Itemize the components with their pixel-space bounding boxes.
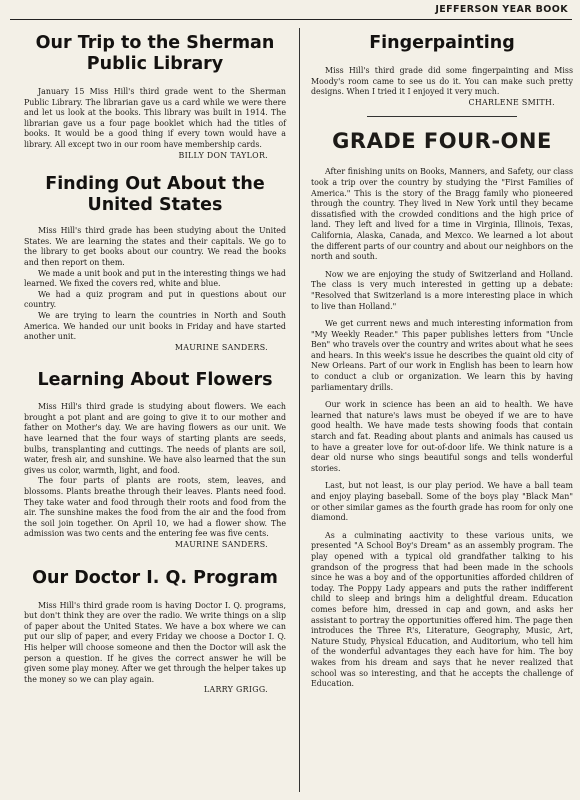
article-title: Fingerpainting [369,33,515,53]
article-paragraph: We made a unit book and put in the interesting things we had learned. We fixed the covers red, white and blue. [24,268,286,289]
section-title: GRADE FOUR-ONE [332,129,552,154]
article-paragraph: Miss Hill's third grade room is having Doctor I. Q. programs, but don't think they are over the radio. We write things on a slip of paper about the United States. We have a box where we can put our slip of paper, and every Friday we choose a Doctor I. Q. His helper will choose someone and then the Doctor will ask the person a question. If he gives the correct answer he will be given some play money. After we get through the helper takes up the money so we can play again. [24,600,286,684]
article-library-trip [24,33,286,161]
article-paragraph: After finishing units on Books, Manners, and Safety, our class took a trip over the country by studying the "First Families of America." This is the story of the Bragg family who pioneered through the country. They lived in New York until they became dissatisfied with the crowded conditions and the high price of land. They left and lived for a time in Virginia, Illinois, Texas, California, Alaska, Canada, and Mexco. We learned a lot about the different parts of our country and about our neighbors on the north and south. [311,167,573,262]
article-flowers [24,370,286,550]
grade-four-one-article [311,167,573,689]
article-paragraph: We are trying to learn the countries in North and South America. We handed our unit books in Friday and have started another unit. [24,310,286,342]
article-paragraph: We get current news and much interesting information from "My Weekly Reader." This paper publishes letters from "Uncle Ben" who travels over the country and writes about what he sees and hears. In this week's issue he describes the quaint old city of New Orleans. Part of our work in English has been to learn how to conduct a club or organization. We learn this by having parliamentary drills. [311,319,573,392]
article-paragraph: Our work in science has been an aid to health. We have learned that nature's laws must be obeyed if we are to have good health. We have made tests showing foods that contain starch and fat. Reading about plants and animals has caused us to have a greater love for out-of-door life. We think nature is a dear old nurse who sings beautiful songs and tells wonderful stories. [311,400,573,473]
article-paragraph: Miss Hill's third grade is studying about flowers. We each brought a pot plant and are going to give it to our mother and father on Mother's day. We are having flowers as our unit. We have learned that the four ways of starting plants are seeds, bulbs, transplanting and cuttings. The needs of plants are soil, water, fresh air, and sunshine. We have also learned that the sun gives us color, warmth, light, and food. [24,402,286,475]
article-paragraph: January 15 Miss Hill's third grade went to the Sherman Public Library. The librarian gave us a card while we were there and let us look at the books. This library was built in 1914. The librarian gave us a four page booklet which had the titles of books. It would be a good thing if every town would have a library. All except two in our room have membership cards. [24,87,286,149]
article-signature: MAURINE SANDERS. [174,540,268,549]
left-column [24,33,286,696]
article-signature: MAURINE SANDERS. [174,342,268,352]
article-fingerpainting [311,33,573,108]
article-paragraph: Miss Hill's third grade did some fingerpainting and Miss Moody's room came to see us do it. You can make such pretty designs. When I tried it I enjoyed it very much. [311,66,573,97]
article-united-states [24,174,286,353]
article-title: Our Trip to the Sherman Public Library [35,33,275,74]
running-head: JEFFERSON YEAR BOOK [435,4,568,15]
column-divider [299,28,300,792]
article-paragraph: Last, but not least, is our play period. We have a ball team and enjoy playing baseball. Some of the boys play "Black Man" or other similar games as the fourth grade has room for only one diamond. [311,481,573,523]
article-paragraph: We had a quiz program and put in questions about our country. [24,289,286,310]
article-paragraph: As a culminating aactivity to these various units, we presented "A School Boy's Dream" as an assembly program. The play opened with a typical old grandfather talking to his grandson of the progress that had been made in the schools since he was a boy and of the opportunities afforded children of today. The Poppy Lady appears and puts the rather indifferent child to sleep and brings him a delightful dream. Education comes before him, dressed in cap and gown, and asks her assistant to portray the opportunities offered him. The page then introduces the Three R's, Literature, Geography, Music, Art, Nature Study, Physical Education, and Auditorium, who tell him of the wonderful advantages they each have for him. The boy wakes from his dream and says that he never realized that school was so interesting, and that he accepts the challenge of Education. [311,530,573,689]
article-title: Our Doctor I. Q. Program [32,567,278,588]
article-paragraph: The four parts of plants are roots, stem, leaves, and blossoms. Plants breathe through their leaves. Plants need food. They take water and food through their roots and food from the air. The sunshine makes the food from the air and the food from the soil join together. On April 10, we had a flower show. The admission was two cents and the entering fee was five cents. [24,476,286,539]
article-title: Finding Out About the United States [45,174,265,216]
article-paragraph: Miss Hill's third grade has been studying about the United States. We are learning the states and their capitals. We go to the library to get books about our country. We read the books and then report on them. [24,226,286,267]
article-signature: CHARLENE SMITH. [468,97,555,107]
article-doctor-iq [24,568,286,696]
article-signature: BILLY DON TAYLOR. [178,150,268,160]
article-title: Learning About Flowers [37,370,273,391]
article-paragraph: Now we are enjoying the study of Switzerland and Holland. The class is very much interested in getting up a debate: "Resolved that Switzerland is a more interesting place in which to live than Holland." [311,269,573,311]
right-column [311,33,573,690]
article-signature: LARRY GRIGG. [203,685,268,695]
header-rule [10,19,572,20]
